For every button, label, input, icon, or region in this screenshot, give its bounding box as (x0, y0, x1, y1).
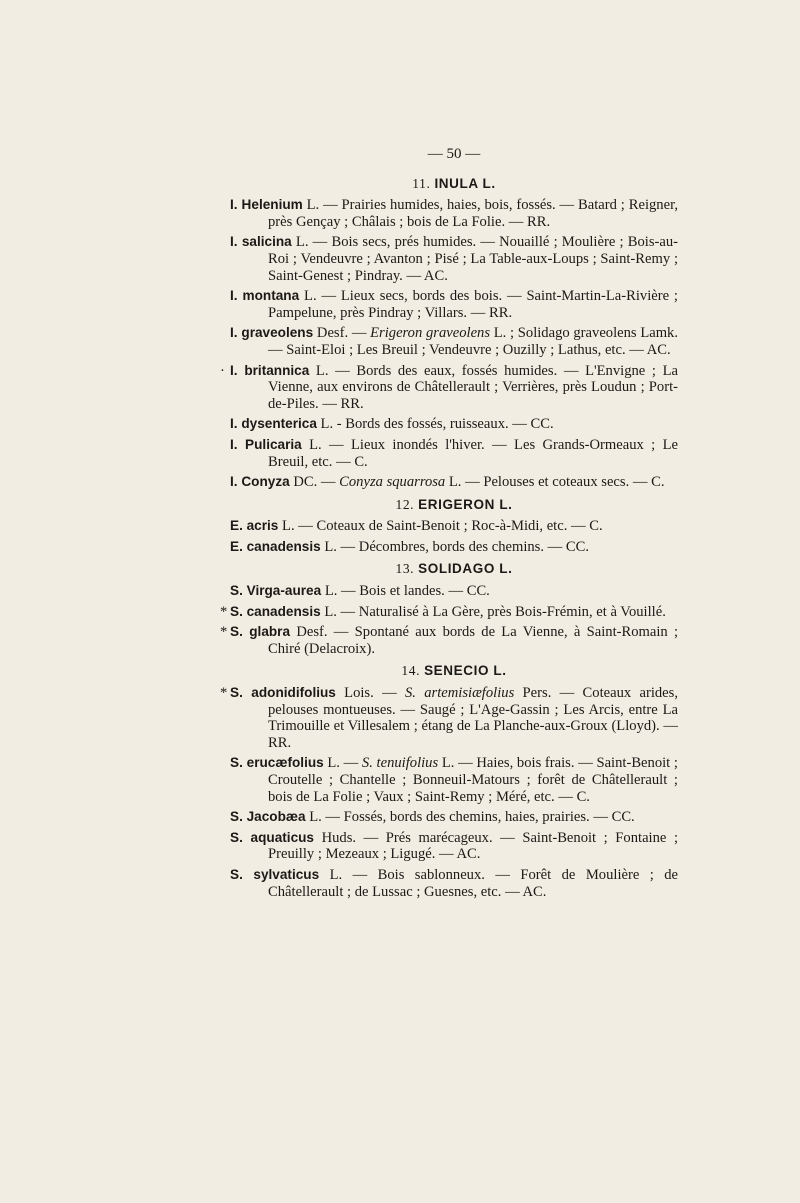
species-author: L. — (321, 583, 360, 600)
species-name: S. aquaticus (230, 829, 314, 845)
species-entry (220, 624, 679, 657)
introduced-marker: * (220, 685, 228, 702)
species-author: L. — (302, 197, 342, 214)
synonym: Erigeron graveolens (370, 325, 491, 342)
species-name: S. Virga-aurea (230, 583, 322, 599)
species-name: S. canadensis (230, 603, 321, 619)
species-entry (230, 518, 678, 535)
species-name: I. Conyza (230, 474, 290, 490)
species-author: L. — (278, 518, 317, 535)
genus-number: 11. (412, 175, 431, 191)
species-description: Bois secs, prés humides. — Nouaillé ; Moulière ; Bois-au-Roi ; Vendeuvre ; Avanton ; Pisé ; La Table-aux-Loups ; Saint-Remy ; Saint-Genest ; Pindray. — AC. (268, 234, 678, 284)
species-entry (230, 197, 678, 230)
species-description: L. — Haies, bois frais. — Saint-Benoit ; Croutelle ; Chantelle ; Bonneuil-Matours ; forêt de Châtellerault ; bois de La Folie ; Vaux ; Saint-Remy ; Méré, etc. — C. (268, 755, 678, 805)
species-entry (230, 325, 678, 358)
introduced-marker: · (220, 362, 225, 379)
species-description: Lieux inondés l'hiver. — Les Grands-Ormeaux ; Le Breuil, etc. — C. (268, 436, 678, 470)
species-description: Fossés, bords des chemins, haies, prairies. — CC. (343, 809, 635, 826)
species-description: Bords des eaux, fossés humides. — L'Envigne ; La Vienne, aux environs de Châtellerault ; Verrières, près Loudun ; Port-de-Piles. — RR. (268, 362, 678, 412)
species-entry (220, 362, 678, 413)
genus-title: INULA L. (434, 175, 496, 191)
species-author: L. — (320, 603, 359, 620)
species-author: Huds. — (314, 829, 386, 846)
genus-heading (230, 663, 678, 680)
species-entry (230, 474, 678, 491)
species-author: Desf. — (313, 325, 371, 342)
introduced-marker: * (220, 624, 228, 641)
genus-heading (230, 561, 678, 578)
species-description: Coteaux de Saint-Benoit ; Roc-à-Midi, etc. — C. (316, 518, 603, 535)
species-entry (230, 867, 678, 900)
species-author: L. — (301, 436, 352, 453)
document-body (220, 175, 679, 901)
species-author: L. — (299, 288, 341, 305)
species-author: Desf. — (290, 624, 355, 641)
species-name: I. dysenterica (230, 416, 317, 432)
genus-heading (230, 176, 678, 193)
species-description: L. — Pelouses et coteaux secs. — C. (445, 474, 665, 491)
species-author: L. — (305, 809, 344, 826)
species-entry (230, 583, 678, 600)
species-author: L. - (316, 416, 346, 433)
species-name: S. erucæfolius (230, 755, 324, 771)
genus-title: ERIGERON L. (418, 496, 513, 512)
genus-title: SOLIDAGO L. (418, 561, 513, 577)
species-entry (230, 809, 678, 826)
species-description: Naturalisé à La Gère, près Bois-Frémin, et à Vouillé. (358, 603, 666, 620)
species-description: Lieux secs, bords des bois. — Saint-Martin-La-Rivière ; Pampelune, près Pindray ; Villars. — RR. (268, 288, 678, 321)
species-name: S. glabra (230, 624, 291, 640)
genus-number: 13. (395, 561, 415, 577)
species-author: L. — (309, 362, 357, 379)
species-name: I. britannica (230, 362, 310, 378)
synonym: S. tenuifolius (361, 755, 439, 772)
species-entry (220, 685, 678, 751)
species-description: L. ; Solidago graveolens Lamk. — Saint-Eloi ; Les Breuil ; Vendeuvre ; Ouzilly ; Lathus, etc. — AC. (268, 325, 679, 358)
species-author: L. — (320, 538, 359, 555)
species-author: L. — (291, 234, 332, 251)
document-page (220, 146, 679, 904)
genus-title: SENECIO L. (424, 663, 507, 679)
synonym: S. artemisiæfolius (404, 685, 515, 702)
species-description: Bois et landes. — CC. (359, 583, 490, 600)
species-entry (230, 830, 678, 863)
species-name: I. montana (230, 288, 300, 304)
species-author: L. — (323, 755, 362, 772)
species-entry (230, 755, 678, 805)
species-description: Prairies humides, haies, bois, fossés. — Batard ; Reigner, près Gençay ; Châlais ; bois de La Folie. — RR. (268, 197, 678, 230)
species-description: Spontané aux bords de La Vienne, à Saint-Romain ; Chiré (Delacroix). (268, 624, 679, 657)
species-entry (230, 288, 678, 321)
species-author: L. — (319, 866, 378, 883)
species-name: I. salicina (230, 234, 292, 250)
species-name: I. Pulicaria (230, 436, 302, 452)
species-name: I. graveolens (230, 325, 314, 341)
page-number: — 50 — (427, 146, 481, 162)
species-entry (230, 234, 678, 284)
species-description: Prés marécageux. — Saint-Benoit ; Fontaine ; Preuilly ; Mezeaux ; Ligugé. — AC. (268, 829, 678, 863)
genus-heading (230, 497, 678, 514)
species-author: DC. — (289, 474, 340, 491)
species-name: I. Helenium (230, 197, 303, 213)
species-name: S. sylvaticus (230, 866, 320, 882)
species-name: E. canadensis (230, 538, 321, 554)
species-name: E. acris (230, 518, 279, 534)
species-entry (230, 437, 678, 470)
genus-number: 12. (395, 496, 415, 512)
species-description: Décombres, bords des chemins. — CC. (358, 538, 590, 555)
species-description: Bords des fossés, ruisseaux. — CC. (345, 416, 554, 433)
species-name: S. Jacobæa (230, 809, 306, 825)
species-entry (230, 539, 678, 556)
introduced-marker: * (220, 603, 228, 620)
species-description: Bois sablonneux. — Forêt de Moulière ; de Châtellerault ; de Lussac ; Guesnes, etc. — AC. (268, 866, 678, 900)
species-entry (220, 603, 678, 621)
species-author: Lois. — (335, 685, 405, 702)
species-entry (230, 416, 678, 433)
genus-number: 14. (401, 663, 421, 679)
synonym: Conyza squarrosa (339, 474, 446, 491)
species-name: S. adonidifolius (230, 685, 336, 701)
species-description: Pers. — Coteaux arides, pelouses montueuses. — Saugé ; L'Age-Gassin ; Les Arcis, entre La Trimouille et Villesalem ; étang de La Planche-aux-Groux (Lloyd). — RR. (268, 685, 678, 751)
